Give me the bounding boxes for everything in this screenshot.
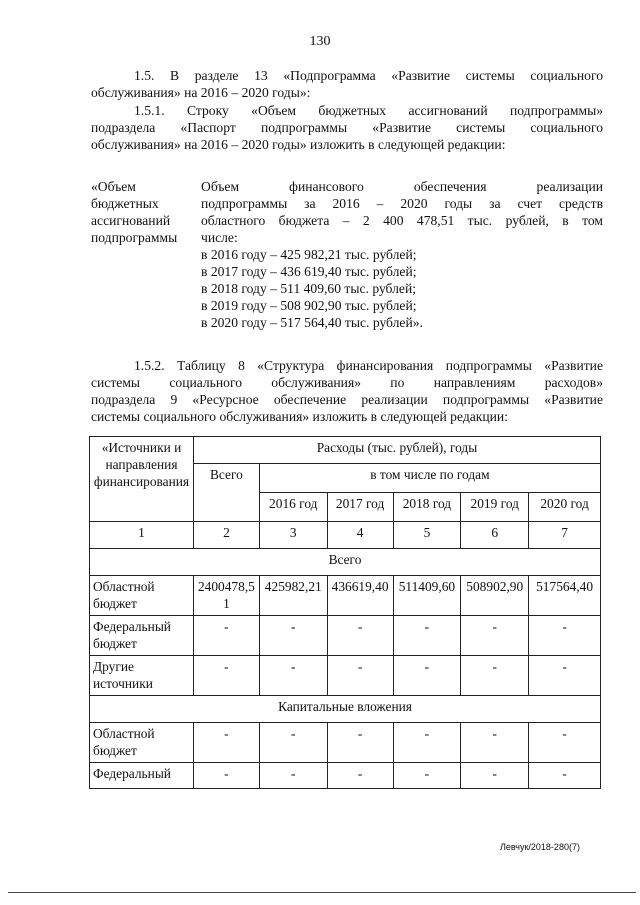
text-line: 1.5.1. Строку «Объем бюджетных ассигнований подпрограммы» — [134, 103, 603, 118]
row-source: Областной бюджет — [90, 576, 194, 616]
page-number: 130 — [309, 34, 331, 49]
table-cell: - — [393, 656, 461, 696]
table-cell: - — [259, 656, 327, 696]
row-source: Областной бюджет — [90, 723, 194, 763]
text-line: ассигнований — [91, 213, 171, 228]
column-number: 1 — [90, 522, 194, 549]
text-line: подпрограммы за 2016 – 2020 годы за счет средств — [201, 196, 603, 211]
footer-code: Левчук/2018-280(7) — [500, 842, 580, 852]
text-line: подраздела 9 «Ресурсное обеспечение реализации подпрограммы «Развитие — [91, 392, 603, 407]
paragraph-1-5 — [91, 67, 603, 101]
column-number: 6 — [461, 522, 529, 549]
table-cell: - — [461, 616, 529, 656]
header-total: Всего — [193, 464, 259, 522]
table-cell: 436619,40 — [327, 576, 393, 616]
text-line: областного бюджета – 2 400 478,51 тыс. рублей, в том — [201, 213, 603, 228]
table-cell: - — [327, 656, 393, 696]
table-cell: - — [393, 723, 461, 763]
table-row — [90, 723, 601, 763]
table-row — [90, 576, 601, 616]
table-cell: - — [259, 763, 327, 789]
table-cell: - — [327, 763, 393, 789]
text-line: 1.5. В разделе 13 «Подпрограмма «Развитие системы социального — [134, 68, 603, 83]
header-year: 2016 год — [259, 493, 327, 522]
table-cell: 425982,21 — [259, 576, 327, 616]
table-cell: - — [327, 723, 393, 763]
text-line: системы социального обслуживания» изложить в следующей редакции: — [91, 409, 508, 424]
table-cell: - — [327, 616, 393, 656]
column-number: 4 — [327, 522, 393, 549]
table-cell: - — [529, 656, 601, 696]
text-line: в 2016 году – 425 982,21 тыс. рублей; — [201, 247, 417, 262]
paragraph-1-5-1 — [91, 102, 603, 153]
bottom-rule — [8, 892, 636, 893]
passport-label — [91, 178, 191, 246]
table-cell: 2400478,51 — [193, 576, 259, 616]
column-number: 2 — [193, 522, 259, 549]
row-source: Федеральный — [90, 763, 194, 789]
table-cell: - — [259, 723, 327, 763]
table-cell: 517564,40 — [529, 576, 601, 616]
passport-value — [201, 178, 603, 331]
text-line: «Объем — [91, 179, 136, 194]
table-cell: - — [461, 723, 529, 763]
header-by-years: в том числе по годам — [259, 464, 600, 493]
column-number: 5 — [393, 522, 461, 549]
table-cell: - — [393, 763, 461, 789]
table-row — [90, 656, 601, 696]
text-line: подраздела «Паспорт подпрограммы «Развитие системы социального — [91, 120, 603, 135]
section-title: Всего — [90, 549, 601, 576]
text-line: в 2017 году – 436 619,40 тыс. рублей; — [201, 264, 417, 279]
header-source: «Источники и направления финансирования — [90, 437, 194, 522]
text-line: в 2019 году – 508 902,90 тыс. рублей; — [201, 298, 417, 313]
text-line: 1.5.2. Таблицу 8 «Структура финансирования подпрограммы «Развитие — [134, 358, 603, 373]
table-row — [90, 616, 601, 656]
table-cell: - — [529, 723, 601, 763]
table-cell: - — [461, 763, 529, 789]
table-cell: - — [461, 656, 529, 696]
table-cell: - — [193, 656, 259, 696]
text-line: бюджетных — [91, 196, 159, 211]
table-cell: - — [529, 616, 601, 656]
text-line: в 2020 году – 517 564,40 тыс. рублей». — [201, 315, 423, 330]
table-cell: - — [193, 723, 259, 763]
header-year: 2020 год — [529, 493, 601, 522]
row-source: Другие источники — [90, 656, 194, 696]
section-title: Капитальные вложения — [90, 696, 601, 723]
text-line: обслуживания» на 2016 – 2020 годы»: — [91, 85, 311, 100]
paragraph-1-5-2 — [91, 357, 603, 425]
text-line: в 2018 году – 511 409,60 тыс. рублей; — [201, 281, 417, 296]
table-cell: 511409,60 — [393, 576, 461, 616]
row-source: Федеральный бюджет — [90, 616, 194, 656]
header-year: 2019 год — [461, 493, 529, 522]
header-year: 2017 год — [327, 493, 393, 522]
financing-table — [89, 436, 601, 789]
table-cell: - — [259, 616, 327, 656]
table-row — [90, 763, 601, 789]
table-cell: - — [529, 763, 601, 789]
header-year: 2018 год — [393, 493, 461, 522]
table-cell: - — [393, 616, 461, 656]
table-cell: - — [193, 763, 259, 789]
column-number: 7 — [529, 522, 601, 549]
column-number: 3 — [259, 522, 327, 549]
table-cell: - — [193, 616, 259, 656]
header-expenses: Расходы (тыс. рублей), годы — [193, 437, 600, 464]
text-line: подпрограммы — [91, 230, 178, 245]
text-line: обслуживания» на 2016 – 2020 годы» изложить в следующей редакции: — [91, 137, 506, 152]
text-line: системы социального обслуживания» по направлениям расходов» — [91, 375, 603, 390]
text-line: числе: — [201, 230, 238, 245]
table-cell: 508902,90 — [461, 576, 529, 616]
text-line: Объем финансового обеспечения реализации — [201, 179, 603, 194]
